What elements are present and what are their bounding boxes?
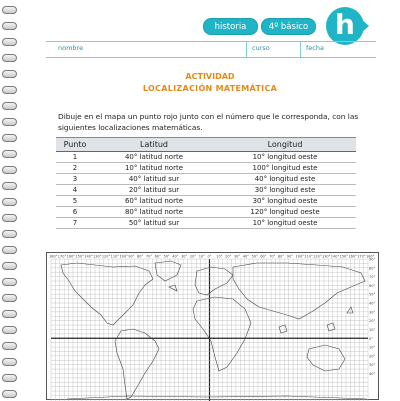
table-row [56,196,356,207]
latitude-tick-label: 70° [369,275,376,280]
longitude-tick-label: 150° [339,254,349,259]
point-cell: 2 [56,163,94,174]
spiral-ring [2,310,17,318]
spiral-ring [2,342,17,350]
longitude-tick-label: 70° [145,254,153,259]
antarctica-outline [67,396,367,399]
longitude-tick-label: 140° [84,254,93,259]
divider [246,42,247,57]
longitude-tick-label: 20° [225,254,232,259]
spiral-ring [2,278,17,286]
spiral-ring [2,6,17,14]
spiral-ring [2,294,17,302]
longitude-tick-label: 100° [119,254,128,259]
point-cell: 3 [56,174,94,185]
grid-lines [51,259,368,401]
latitude-tick-label: 0° [369,336,373,341]
table-row [56,185,356,196]
latitude-cell: 40° latitud norte [94,152,214,163]
spiral-ring [2,390,17,398]
islands-outline [169,285,353,333]
spiral-ring [2,358,17,366]
activity-subtitle: LOCALIZACIÓN MATEMÁTICA [142,84,278,93]
longitude-cell: 10° longitud oeste [214,218,356,229]
course-label: curso [252,44,270,52]
spiral-ring [2,230,17,238]
greenland-outline [155,261,181,281]
map-canvas [47,253,380,401]
spiral-ring [2,198,17,206]
name-label: nombre [58,44,84,52]
point-cell: 7 [56,218,94,229]
spiral-ring [2,246,17,254]
longitude-tick-label: 110° [110,254,120,259]
logo-tail [360,18,369,34]
point-cell: 1 [56,152,94,163]
latitude-tick-label: 50° [369,292,376,297]
latitude-tick-label: 40° [369,301,376,306]
spiral-ring [2,38,17,46]
longitude-tick-label: 170° [357,254,366,259]
spiral-ring [2,166,17,174]
latitude-cell: 10° latitud norte [94,163,214,174]
longitude-tick-label: 170° [57,254,67,259]
longitude-tick-label: 180° [49,254,58,259]
axis-labels [49,255,375,376]
latitude-tick-label: 80° [369,266,376,271]
longitude-cell: 10° longitud oeste [214,152,356,163]
longitude-cell: 40° longitud este [214,174,356,185]
longitude-tick-label: 120° [313,254,322,259]
spiral-ring [2,54,17,62]
asia-outline [233,263,365,319]
locations-table [56,137,356,229]
longitude-tick-label: 180° [366,254,375,259]
longitude-tick-label: 50° [251,254,258,259]
header-longitude: Longitud [214,138,356,152]
latitude-cell: 20° latitud sur [94,185,214,196]
spiral-ring [2,374,17,382]
longitude-tick-label: 50° [163,254,170,259]
logo-icon: h [326,7,364,45]
table-row [56,163,356,174]
longitude-tick-label: 40° [242,254,249,259]
longitude-tick-label: 130° [321,254,331,259]
latitude-cell: 80° latitud norte [94,207,214,218]
longitude-cell: 30° longitud oeste [214,196,356,207]
longitude-cell: 30° longitud este [214,185,356,196]
longitude-tick-label: 100° [295,254,304,259]
spiral-ring [2,262,17,270]
latitude-tick-label: 20° [369,354,376,359]
spiral-ring [2,214,17,222]
table-row [56,207,356,218]
latitude-tick-label: 10° [369,327,376,332]
longitude-tick-label: 60° [154,254,161,259]
latitude-cell: 60° latitud norte [94,196,214,207]
longitude-cell: 120° longitud oeste [214,207,356,218]
longitude-tick-label: 90° [128,254,135,259]
latitude-cell: 50° latitud sur [94,218,214,229]
latitude-tick-label: 90° [369,257,376,262]
longitude-tick-label: 110° [304,254,313,259]
spiral-binding [0,0,22,400]
student-info-row [46,41,376,58]
spiral-ring [2,150,17,158]
longitude-tick-label: 80° [137,254,144,259]
longitude-tick-label: 20° [189,254,197,259]
longitude-tick-label: 30° [181,254,188,259]
latitude-tick-label: 30° [369,363,376,368]
header-point: Punto [56,138,94,152]
longitude-tick-label: 0° [207,254,212,259]
subject-pill: historia [203,18,258,35]
point-cell: 5 [56,196,94,207]
latitude-cell: 40° latitud sur [94,174,214,185]
latitude-tick-label: 60° [369,283,376,288]
latitude-tick-label: 30° [369,310,376,315]
header-latitude: Latitud [94,138,214,152]
activity-title: ACTIVIDAD [185,72,235,81]
longitude-tick-label: 80° [277,254,285,259]
spiral-ring [2,326,17,334]
table-row [56,218,356,229]
longitude-tick-label: 30° [233,254,241,259]
spiral-ring [2,22,17,30]
spiral-ring [2,118,17,126]
point-cell: 6 [56,207,94,218]
longitude-cell: 100° longitud este [214,163,356,174]
longitude-tick-label: 70° [269,254,276,259]
longitude-tick-label: 120° [101,254,111,259]
longitude-tick-label: 40° [172,254,179,259]
longitude-tick-label: 150° [75,254,84,259]
longitude-tick-label: 130° [93,254,102,259]
longitude-tick-label: 10° [198,254,205,259]
australia-outline [307,345,345,371]
world-map-grid [46,252,379,400]
longitude-tick-label: 10° [216,254,223,259]
spiral-ring [2,102,17,110]
divider [300,42,301,57]
latitude-tick-label: 40° [369,371,376,376]
instructions-text: Dibuje en el mapa un punto rojo junto con el número que le corresponda, con las siguientes localizaciones matemáticas. [58,112,359,132]
table-row [56,174,356,185]
longitude-tick-label: 140° [330,254,340,259]
point-cell: 4 [56,185,94,196]
latitude-tick-label: 10° [369,345,376,350]
grade-pill: 4º básico [261,18,316,35]
table-row [56,152,356,163]
spiral-ring [2,134,17,142]
longitude-tick-label: 90° [286,254,293,259]
longitude-tick-label: 60° [260,254,267,259]
latitude-tick-label: 20° [369,319,376,324]
date-label: fecha [306,44,324,52]
longitude-tick-label: 160° [348,254,357,259]
longitude-tick-label: 160° [66,254,76,259]
table-header-row [56,138,356,152]
spiral-ring [2,182,17,190]
